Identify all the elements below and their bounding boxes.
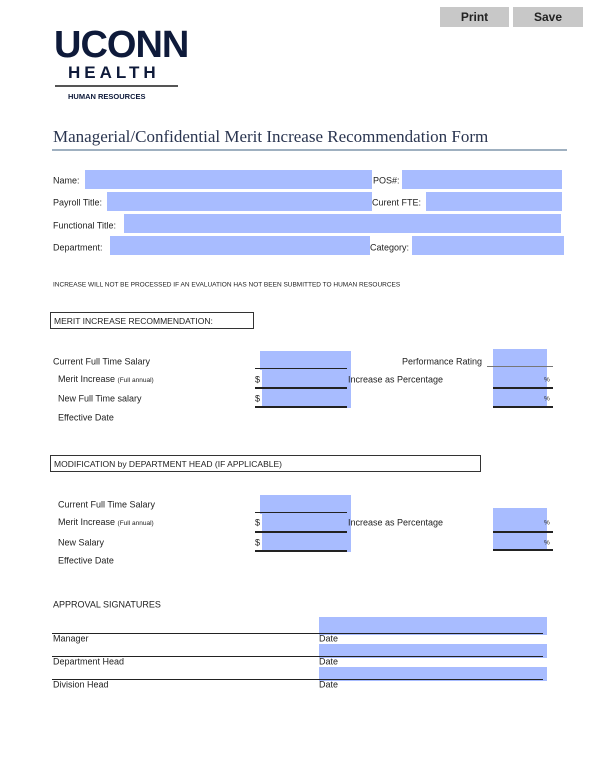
percent-sign: % (544, 519, 550, 527)
performance-rating-label: Performance Rating (402, 356, 483, 367)
date-label: Date (319, 679, 339, 690)
category-label: Category: (370, 242, 410, 253)
signature-line (52, 633, 543, 634)
current-fte-label: Curent FTE: (372, 197, 422, 208)
current-fte-input[interactable] (426, 192, 562, 211)
mod-increase-percentage-label: Increase as Percentage (348, 517, 444, 528)
payroll-title-input[interactable] (107, 192, 372, 211)
mod-new-salary-percent-input[interactable] (493, 533, 547, 550)
page-title: Managerial/Confidential Merit Increase Recommendation Form (53, 127, 489, 146)
percent-sign: % (544, 395, 550, 403)
mod-merit-increase-label: Merit Increase (Full annual) (58, 517, 154, 527)
name-label: Name: (53, 175, 80, 186)
name-input[interactable] (85, 170, 372, 189)
mod-current-salary-label: Current Full Time Salary (58, 499, 156, 510)
approval-header: APPROVAL SIGNATURES (53, 599, 161, 610)
underline (255, 368, 347, 369)
dollar-sign: $ (255, 393, 261, 404)
department-input[interactable] (110, 236, 370, 255)
pos-label: POS#: (373, 175, 400, 186)
save-button[interactable]: Save (513, 7, 583, 27)
category-input[interactable] (412, 236, 564, 255)
new-salary-label: New Full Time salary (58, 393, 142, 404)
signature-line (52, 679, 543, 680)
new-salary-percent-input[interactable] (493, 389, 547, 407)
evaluation-notice: INCREASE WILL NOT BE PROCESSED IF AN EVALUATION HAS NOT BEEN SUBMITTED TO HUMAN RESOURCES (53, 281, 401, 289)
increase-percentage-label: Increase as Percentage (348, 374, 444, 385)
print-button[interactable]: Print (440, 7, 509, 27)
pos-input[interactable] (402, 170, 562, 189)
percent-sign: % (544, 539, 550, 547)
logo-divider (55, 85, 178, 87)
merit-section-header: MERIT INCREASE RECOMMENDATION: (50, 312, 254, 329)
performance-rating-input[interactable] (493, 349, 547, 389)
signature-line (52, 656, 543, 657)
underline (493, 406, 553, 408)
mod-effective-date-label: Effective Date (58, 555, 114, 566)
effective-date-label: Effective Date (58, 412, 114, 423)
mod-increase-percent-input[interactable] (493, 508, 547, 532)
payroll-title-label: Payroll Title: (53, 197, 103, 208)
current-salary-label: Current Full Time Salary (53, 356, 151, 367)
dollar-sign: $ (255, 537, 261, 548)
manager-label: Manager (53, 633, 89, 644)
modification-section-header: MODIFICATION by DEPARTMENT HEAD (IF APPLICABLE) (50, 455, 481, 472)
mod-new-salary-label: New Salary (58, 537, 105, 548)
logo-hr: HUMAN RESOURCES (68, 92, 146, 101)
department-head-label: Department Head (53, 656, 125, 667)
date-label: Date (319, 633, 339, 644)
logo-health: HEALTH (68, 63, 160, 82)
title-divider (52, 149, 567, 151)
underline (255, 550, 347, 552)
functional-title-input[interactable] (124, 214, 561, 233)
underline (255, 406, 347, 408)
division-head-label: Division Head (53, 679, 109, 690)
merit-increase-label: Merit Increase (Full annual) (58, 374, 154, 384)
logo-uconn: UCONN (54, 24, 189, 66)
underline (255, 512, 347, 513)
dollar-sign: $ (255, 517, 261, 528)
dollar-sign: $ (255, 374, 261, 385)
underline (487, 366, 553, 367)
underline (493, 549, 553, 551)
percent-sign: % (544, 376, 550, 384)
department-label: Department: (53, 242, 103, 253)
functional-title-label: Functional Title: (53, 220, 117, 231)
date-label: Date (319, 656, 339, 667)
